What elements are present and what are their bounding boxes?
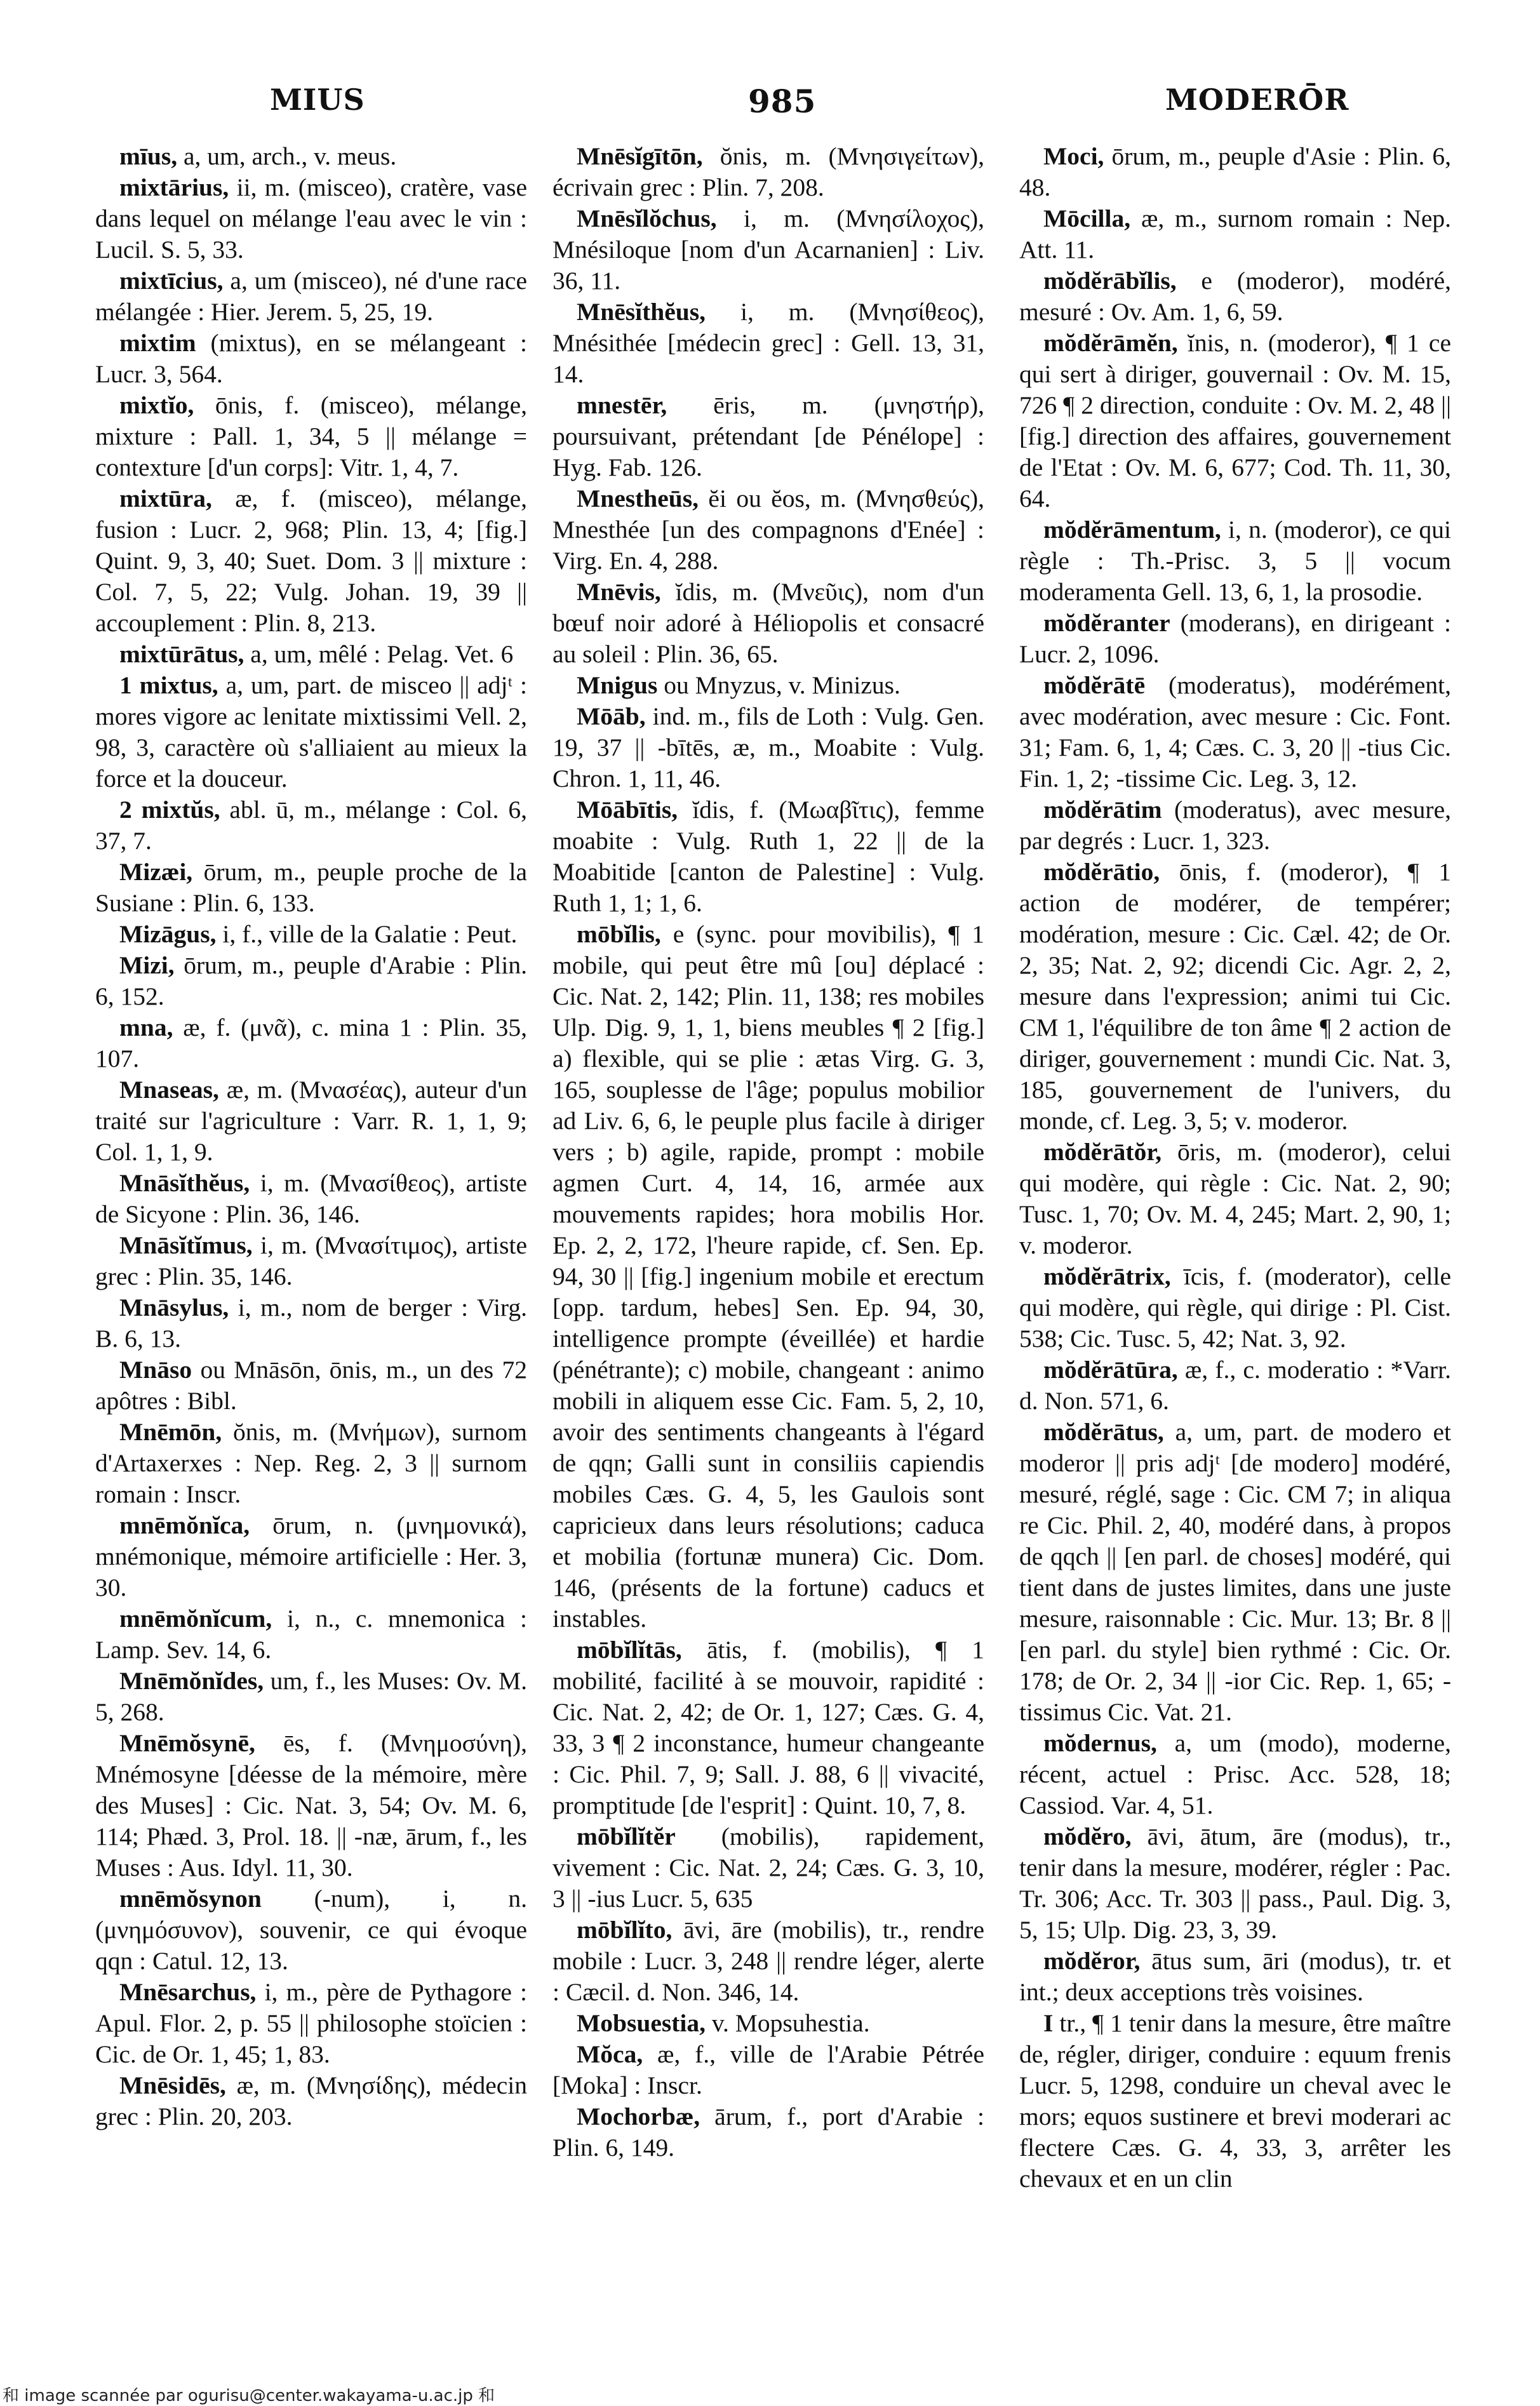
entry-headword: mixtīcius, bbox=[119, 267, 224, 295]
entry-headword: Mobsuestia, bbox=[577, 2009, 706, 2037]
entry-definition: (moderatus), modérément, avec modération, avec mesure : Cic. Font. 31; Fam. 6, 1, 4; Cæs. C. 3, 20 || -tius Cic. Fin. 1, 2; -tissime Cic. Leg. 3, 12. bbox=[1019, 671, 1451, 792]
entry-headword: 2 mixtŭs, bbox=[119, 796, 220, 824]
entry-definition: ii, m. (misceo), cratère, vase dans lequel on mélange l'eau avec le vin : Lucil. S. 5, 33. bbox=[95, 173, 527, 264]
dictionary-entry bbox=[95, 390, 527, 483]
entry-definition: a, um (modo), moderne, récent, actuel : Prisc. Acc. 528, 18; Cassiod. Var. 4, 51. bbox=[1019, 1729, 1451, 1819]
dictionary-entry bbox=[95, 1230, 527, 1292]
entry-definition: i, m., père de Pythagore : Apul. Flor. 2, p. 55 || philosophe stoïcien : Cic. de Or. 1, 45; 1, 83. bbox=[95, 1978, 527, 2068]
dictionary-entry bbox=[95, 950, 527, 1012]
entry-definition: æ, f., c. moderatio : *Varr. d. Non. 571, 6. bbox=[1019, 1356, 1451, 1415]
entry-headword: Mochorbæ, bbox=[577, 2102, 700, 2130]
entry-headword: Mizi, bbox=[119, 951, 175, 979]
entry-headword: mŏdĕrātrix, bbox=[1043, 1262, 1171, 1290]
dictionary-entry bbox=[95, 670, 527, 794]
entry-headword: Mnēmŏnĭdes, bbox=[119, 1667, 264, 1695]
column-1 bbox=[95, 141, 527, 2338]
running-head-left: MIUS bbox=[270, 83, 365, 117]
entry-definition: æ, m. (Μνησίδης), médecin grec : Plin. 20, 203. bbox=[95, 2071, 527, 2130]
entry-definition: tr., ¶ 1 tenir dans la mesure, être maître de, régler, diriger, conduire : equum frenis Lucr. 5, 1298, conduire un cheval avec le mors; equos sustinere et brevi moderari ac flectere Cæs. G. 4, 33, 3, arrêter les chevaux et en un clin bbox=[1019, 2009, 1451, 2193]
column-3 bbox=[1019, 141, 1451, 2338]
dictionary-entry bbox=[552, 2101, 984, 2163]
entry-definition: ŏnis, m. (Μνήμων), surnom d'Artaxerxes : Nep. Reg. 2, 3 || surnom romain : Inscr. bbox=[95, 1418, 527, 1508]
entry-definition: ēs, f. (Μνημοσύνη), Mnémosyne [déesse de la mémoire, mère des Muses] : Cic. Nat. 3, 54; Ov. M. 6, 114; Phæd. 3, Prol. 18. || -næ, ārum, f., les Muses : Aus. Idyl. 11, 30. bbox=[95, 1729, 527, 1881]
entry-headword: Mnaseas, bbox=[119, 1076, 219, 1104]
entry-definition: a, um, arch., v. meus. bbox=[177, 142, 397, 170]
entry-headword: Mnāsĭthĕus, bbox=[119, 1169, 250, 1197]
dictionary-entry bbox=[1019, 857, 1451, 1137]
dictionary-entry bbox=[552, 919, 984, 1634]
dictionary-entry bbox=[95, 1168, 527, 1230]
dictionary-entry bbox=[552, 483, 984, 577]
dictionary-entry bbox=[95, 1510, 527, 1603]
dictionary-entry bbox=[95, 639, 527, 670]
entry-headword: mŏdĕrāmĕn, bbox=[1043, 329, 1178, 357]
entry-definition: (-num), i, n. (μνημόσυνον), souvenir, ce qui évoque qqn : Catul. 12, 13. bbox=[95, 1885, 527, 1975]
entry-headword: mnēmŏnĭca, bbox=[119, 1511, 250, 1539]
entry-definition: a, um, part. de modero et moderor || pris adjᵗ [de modero] modéré, mesuré, réglé, sage : Cic. CM 7; in aliqua re Cic. Phil. 2, 40, modéré dans, à propos de qqch || [en parl. de choses] modéré, qui tient dans de justes limites, dans une juste mesure, raisonnable : Cic. Mur. 13; Br. 8 || [en parl. du style] bien rythmé : Cic. Or. 178; de Or. 2, 34 || -ior Cic. Rep. 1, 65; -tissimus Cic. Vat. 21. bbox=[1019, 1418, 1451, 1726]
dictionary-entry bbox=[1019, 1728, 1451, 1821]
entry-headword: mŏdĕrātūra, bbox=[1043, 1356, 1178, 1384]
entry-definition: īcis, f. (moderator), celle qui modère, qui règle, qui dirige : Pl. Cist. 538; Cic. Tusc. 5, 42; Nat. 3, 92. bbox=[1019, 1262, 1451, 1353]
entry-definition: ātis, f. (mobilis), ¶ 1 mobilité, facilité à se mouvoir, rapidité : Cic. Nat. 2, 42; de Or. 1, 127; Cæs. G. 4, 33, 3 ¶ 2 inconstance, humeur changeante : Cic. Phil. 7, 9; Sall. J. 88, 6 || vivacité, promptitude [de l'esprit] : Quint. 10, 7, 8. bbox=[552, 1636, 984, 1819]
entry-definition: æ, f., ville de l'Arabie Pétrée [Moka] : Inscr. bbox=[552, 2040, 984, 2099]
scan-credit-footer: 和 image scannée par ogurisu@center.wakayama-u.ac.jp 和 bbox=[3, 2386, 495, 2405]
dictionary-entry bbox=[552, 794, 984, 919]
dictionary-entry bbox=[95, 794, 527, 857]
entry-definition: (moderans), en dirigeant : Lucr. 2, 1096. bbox=[1019, 609, 1451, 668]
entry-definition: abl. ū, m., mélange : Col. 6, 37, 7. bbox=[95, 796, 527, 855]
entry-headword: Mizæi, bbox=[119, 858, 193, 886]
entry-definition: ōrum, m., peuple proche de la Susiane : Plin. 6, 133. bbox=[95, 858, 527, 917]
entry-definition: ōnis, f. (moderor), ¶ 1 action de modérer, de tempérer; modération, mesure : Cic. Cæl. 42; de Or. 2, 35; Nat. 2, 92; dicendi Cic. Agr. 2, 2, mesure dans l'expression; animi tui Cic. CM 1, l'équilibre de ton âme ¶ 2 action de diriger, gouvernement : mundi Cic. Nat. 3, 185, gouvernement de l'univers, du monde, cf. Leg. 3, 5; v. moderor. bbox=[1019, 858, 1451, 1135]
entry-definition: a, um (misceo), né d'une race mélangée : Hier. Jerem. 5, 25, 19. bbox=[95, 267, 527, 326]
dictionary-entry bbox=[552, 2008, 984, 2039]
dictionary-entry bbox=[1019, 265, 1451, 328]
entry-definition: æ, f. (misceo), mélange, fusion : Lucr. 2, 968; Plin. 13, 4; [fig.] Quint. 9, 3, 40; Suet. Dom. 3 || mixture : Col. 7, 5, 22; Vulg. Johan. 19, 39 || accouplement : Plin. 8, 213. bbox=[95, 485, 527, 637]
entry-definition: (mixtus), en se mélangeant : Lucr. 3, 564. bbox=[95, 329, 527, 388]
entry-headword: mixtim bbox=[119, 329, 196, 357]
entry-headword: mōbĭlĭto, bbox=[577, 1916, 673, 1944]
dictionary-entry bbox=[552, 1634, 984, 1821]
dictionary-entry bbox=[95, 2070, 527, 2132]
dictionary-entry bbox=[95, 141, 527, 172]
entry-definition: ĭdis, m. (Μνεῦις), nom d'un bœuf noir adoré à Héliopolis et consacré au soleil : Plin. 36, 65. bbox=[552, 578, 984, 668]
entry-definition: æ, f. (μνᾶ), c. mina 1 : Plin. 35, 107. bbox=[95, 1013, 527, 1073]
dictionary-entry bbox=[552, 701, 984, 794]
entry-headword: mŏdĕrātŏr, bbox=[1043, 1138, 1162, 1166]
entry-definition: i, m., nom de berger : Virg. B. 6, 13. bbox=[95, 1293, 527, 1353]
dictionary-entry bbox=[552, 577, 984, 670]
entry-headword: mŏdĕro, bbox=[1043, 1822, 1132, 1850]
dictionary-entry bbox=[1019, 328, 1451, 514]
entry-definition: i, n. (moderor), ce qui règle : Th.-Prisc. 3, 5 || vocum moderamenta Gell. 13, 6, 1, la prosodie. bbox=[1019, 516, 1451, 606]
entry-headword: Mnēsĭthĕus, bbox=[577, 298, 706, 326]
dictionary-entry bbox=[95, 328, 527, 390]
dictionary-entry bbox=[1019, 608, 1451, 670]
dictionary-entry bbox=[1019, 2008, 1451, 2195]
entry-headword: mna, bbox=[119, 1013, 173, 1041]
entry-headword: Mnestheūs, bbox=[577, 485, 699, 512]
entry-headword: I bbox=[1043, 2009, 1054, 2037]
dictionary-entry bbox=[95, 919, 527, 950]
entry-definition: i, f., ville de la Galatie : Peut. bbox=[216, 920, 518, 948]
page-number: 985 bbox=[748, 83, 817, 120]
entry-headword: mnēmŏsynon bbox=[119, 1885, 262, 1913]
entry-headword: Mŏca, bbox=[577, 2040, 643, 2068]
entry-headword: mŏdĕrātē bbox=[1043, 671, 1146, 699]
dictionary-entry bbox=[1019, 794, 1451, 857]
entry-headword: mŏdĕrātio, bbox=[1043, 858, 1160, 886]
entry-headword: mixtūrātus, bbox=[119, 640, 244, 668]
dictionary-entry bbox=[95, 1012, 527, 1074]
entry-headword: mŏdĕror, bbox=[1043, 1947, 1141, 1975]
dictionary-entry bbox=[95, 1292, 527, 1354]
dictionary-entry bbox=[1019, 203, 1451, 265]
entry-headword: mōbĭlĭtĕr bbox=[577, 1822, 676, 1850]
entry-headword: Mnēsarchus, bbox=[119, 1978, 257, 2006]
entry-definition: ōrum, m., peuple d'Arabie : Plin. 6, 152. bbox=[95, 951, 527, 1010]
dictionary-entry bbox=[552, 670, 984, 701]
entry-definition: e (sync. pour movibilis), ¶ 1 mobile, qui peut être mû [ou] déplacé : Cic. Nat. 2, 142; Plin. 11, 138; res mobiles Ulp. Dig. 9, 1, 1, biens meubles ¶ 2 [fig.] a) flexible, qui se plie : ætas Virg. G. 3, 165, souplesse de l'âge; populus mobilior ad Liv. 6, 6, le peuple plus facile à diriger vers ; b) agile, rapide, prompt : mobile agmen Curt. 4, 14, 16, armée aux mouvements rapides; hora mobilis Hor. Ep. 2, 2, 172, l'heure rapide, cf. Sen. Ep. 94, 30 || [fig.] ingenium mobile et erectum [opp. tardum, hebes] Sen. Ep. 94, 30, intelligence prompte (éveillée) et hardie (pénétrante); c) mobile, changeant : animo mobili in aliquem esse Cic. Fam. 5, 2, 10, avoir des sentiments changeants à l'égard de qqn; Galli sunt in consiliis capiendis mobiles Cæs. G. 4, 5, les Gaulois sont capricieux dans leurs résolutions; caduca et mobilia (fortunæ munera) Cic. Dom. 146, (présents de la fortune) caducs et instables. bbox=[552, 920, 984, 1633]
entry-headword: mŏdernus, bbox=[1043, 1729, 1157, 1757]
entry-definition: ou Mnāsōn, ōnis, m., un des 72 apôtres : Bibl. bbox=[95, 1356, 527, 1415]
dictionary-entry bbox=[95, 265, 527, 328]
entry-definition: ou Mnyzus, v. Minizus. bbox=[657, 671, 901, 699]
entry-definition: ārum, f., port d'Arabie : Plin. 6, 149. bbox=[552, 2102, 984, 2162]
entry-headword: Mnēsidēs, bbox=[119, 2071, 226, 2099]
dictionary-entry bbox=[95, 1417, 527, 1510]
entry-headword: Mnēvis, bbox=[577, 578, 661, 606]
dictionary-entry bbox=[1019, 1821, 1451, 1946]
entry-definition: ind. m., fils de Loth : Vulg. Gen. 19, 37 || -bītēs, æ, m., Moabite : Vulg. Chron. 1, 11, 46. bbox=[552, 702, 984, 792]
entry-headword: Moci, bbox=[1043, 142, 1104, 170]
entry-definition: v. Mopsuhestia. bbox=[706, 2009, 870, 2037]
entry-headword: mŏdĕrātus, bbox=[1043, 1418, 1164, 1446]
entry-definition: (moderatus), avec mesure, par degrés : Lucr. 1, 323. bbox=[1019, 796, 1451, 855]
dictionary-entry bbox=[552, 1821, 984, 1915]
entry-headword: Mōābītis, bbox=[577, 796, 678, 824]
dictionary-entry bbox=[552, 2039, 984, 2101]
entry-definition: ĕi ou ĕos, m. (Μνησθεύς), Mnesthée [un des compagnons d'Enée] : Virg. En. 4, 288. bbox=[552, 485, 984, 575]
entry-definition: ēris, m. (μνηστήρ), poursuivant, prétendant [de Pénélope] : Hyg. Fab. 126. bbox=[552, 391, 984, 481]
entry-headword: mŏdĕrāmentum, bbox=[1043, 516, 1221, 544]
dictionary-entry bbox=[1019, 1261, 1451, 1354]
entry-definition: i, m. (Μνησίθεος), Mnésithée [médecin grec] : Gell. 13, 31, 14. bbox=[552, 298, 984, 388]
entry-definition: ōrum, n. (μνημονικά), mnémonique, mémoire artificielle : Her. 3, 30. bbox=[95, 1511, 527, 1601]
entry-definition: i, m. (Μνασίθεος), artiste de Sicyone : Plin. 36, 146. bbox=[95, 1169, 527, 1228]
entry-headword: mŏdĕrābĭlis, bbox=[1043, 267, 1177, 295]
dictionary-entry bbox=[95, 1977, 527, 2070]
entry-headword: Mnēsĭgītōn, bbox=[577, 142, 703, 170]
entry-headword: mōbĭlis, bbox=[577, 920, 661, 948]
dictionary-entry bbox=[1019, 1137, 1451, 1261]
entry-headword: Mnēsĭlŏchus, bbox=[577, 204, 717, 232]
dictionary-entry bbox=[552, 297, 984, 390]
entry-headword: mŏdĕrātim bbox=[1043, 796, 1162, 824]
dictionary-entry bbox=[552, 141, 984, 203]
entry-headword: Mnāsĭtĭmus, bbox=[119, 1231, 253, 1259]
entry-definition: ĭnis, n. (moderor), ¶ 1 ce qui sert à diriger, gouvernail : Ov. M. 15, 726 ¶ 2 direction, conduite : Ov. M. 2, 48 || [fig.] direction des affaires, gouvernement de l'Etat : Ov. M. 6, 677; Cod. Th. 11, 30, 64. bbox=[1019, 329, 1451, 512]
entry-definition: i, n., c. mnemonica : Lamp. Sev. 14, 6. bbox=[95, 1605, 527, 1664]
dictionary-entry bbox=[552, 1915, 984, 2008]
entry-definition: (mobilis), rapidement, vivement : Cic. Nat. 2, 24; Cæs. G. 3, 10, 3 || -ius Lucr. 5, 635 bbox=[552, 1822, 984, 1913]
entry-headword: Mnēmōn, bbox=[119, 1418, 222, 1446]
dictionary-entry bbox=[95, 1666, 527, 1728]
entry-headword: mixtārius, bbox=[119, 173, 229, 201]
dictionary-entry bbox=[95, 483, 527, 639]
entry-headword: mnēmŏnĭcum, bbox=[119, 1605, 272, 1633]
entry-definition: e (moderor), modéré, mesuré : Ov. Am. 1, 6, 59. bbox=[1019, 267, 1451, 326]
dictionary-entry bbox=[95, 172, 527, 265]
dictionary-entry bbox=[95, 1728, 527, 1883]
entry-definition: ĭdis, f. (Μωαβῖτις), femme moabite : Vulg. Ruth 1, 22 || de la Moabitide [canton de Palestine] : Vulg. Ruth 1, 1; 1, 6. bbox=[552, 796, 984, 917]
entry-definition: ōrum, m., peuple d'Asie : Plin. 6, 48. bbox=[1019, 142, 1451, 201]
dictionary-entry bbox=[95, 1354, 527, 1417]
entry-definition: āvi, ātum, āre (modus), tr., tenir dans la mesure, modérer, régler : Pac. Tr. 306; Acc. Tr. 303 || pass., Paul. Dig. 3, 5, 15; Ulp. Dig. 23, 3, 39. bbox=[1019, 1822, 1451, 1944]
entry-definition: āvi, āre (mobilis), tr., rendre mobile : Lucr. 3, 248 || rendre léger, alerte : Cæcil. d. Non. 346, 14. bbox=[552, 1916, 984, 2006]
entry-definition: i, m. (Μνασίτιμος), artiste grec : Plin. 35, 146. bbox=[95, 1231, 527, 1290]
entry-definition: ŏnis, m. (Μνησιγείτων), écrivain grec : Plin. 7, 208. bbox=[552, 142, 984, 201]
entry-headword: 1 mixtus, bbox=[119, 671, 218, 699]
entry-definition: ōnis, f. (misceo), mélange, mixture : Pall. 1, 34, 5 || mélange = contexture [d'un corps]: Vitr. 1, 4, 7. bbox=[95, 391, 527, 481]
dictionary-entry bbox=[1019, 514, 1451, 608]
entry-headword: Mnāso bbox=[119, 1356, 192, 1384]
entry-headword: mōbĭlĭtās, bbox=[577, 1636, 682, 1664]
dictionary-entry bbox=[1019, 1946, 1451, 2008]
entry-headword: mixtūra, bbox=[119, 485, 212, 512]
dictionary-entry bbox=[1019, 1354, 1451, 1417]
entry-definition: a, um, mêlé : Pelag. Vet. 6 bbox=[244, 640, 514, 668]
entry-definition: um, f., les Muses: Ov. M. 5, 268. bbox=[95, 1667, 527, 1726]
entry-headword: mnestēr, bbox=[577, 391, 667, 419]
dictionary-entry bbox=[95, 1603, 527, 1666]
entry-definition: a, um, part. de misceo || adjᵗ : mores vigore ac lenitate mixtissimi Vell. 2, 98, 3, caractère où s'alliaient au mieux la force et la douceur. bbox=[95, 671, 527, 792]
dictionary-entry bbox=[1019, 1417, 1451, 1728]
entry-definition: ōris, m. (moderor), celui qui modère, qui règle : Cic. Nat. 2, 90; Tusc. 1, 70; Ov. M. 4, 245; Mart. 2, 90, 1; v. moderor. bbox=[1019, 1138, 1451, 1259]
dictionary-entry bbox=[1019, 670, 1451, 794]
entry-headword: Mnēmŏsynē, bbox=[119, 1729, 255, 1757]
entry-headword: Mnigus bbox=[577, 671, 658, 699]
entry-headword: mīus, bbox=[119, 142, 178, 170]
dictionary-entry bbox=[95, 857, 527, 919]
dictionary-entry bbox=[552, 390, 984, 483]
column-2 bbox=[552, 141, 984, 2338]
entry-headword: Mnāsylus, bbox=[119, 1293, 229, 1321]
running-head-right: MODERŌR bbox=[1165, 83, 1349, 117]
dictionary-entry bbox=[95, 1883, 527, 1977]
entry-definition: æ, m. (Μνασέας), auteur d'un traité sur l'agriculture : Varr. R. 1, 1, 9; Col. 1, 1, 9. bbox=[95, 1076, 527, 1166]
dictionary-entry bbox=[95, 1074, 527, 1168]
entry-headword: mixtĭo, bbox=[119, 391, 194, 419]
entry-definition: i, m. (Μνησίλοχος), Mnésiloque [nom d'un Acarnanien] : Liv. 36, 11. bbox=[552, 204, 984, 295]
entry-headword: Mizāgus, bbox=[119, 920, 217, 948]
entry-headword: Mōcilla, bbox=[1043, 204, 1131, 232]
dictionary-entry bbox=[1019, 141, 1451, 203]
entry-definition: æ, m., surnom romain : Nep. Att. 11. bbox=[1019, 204, 1451, 264]
dictionary-entry bbox=[552, 203, 984, 297]
entry-definition: ātus sum, āri (modus), tr. et int.; deux acceptions très voisines. bbox=[1019, 1947, 1451, 2006]
entry-headword: mŏdĕranter bbox=[1043, 609, 1170, 637]
entry-headword: Mōāb, bbox=[577, 702, 646, 730]
